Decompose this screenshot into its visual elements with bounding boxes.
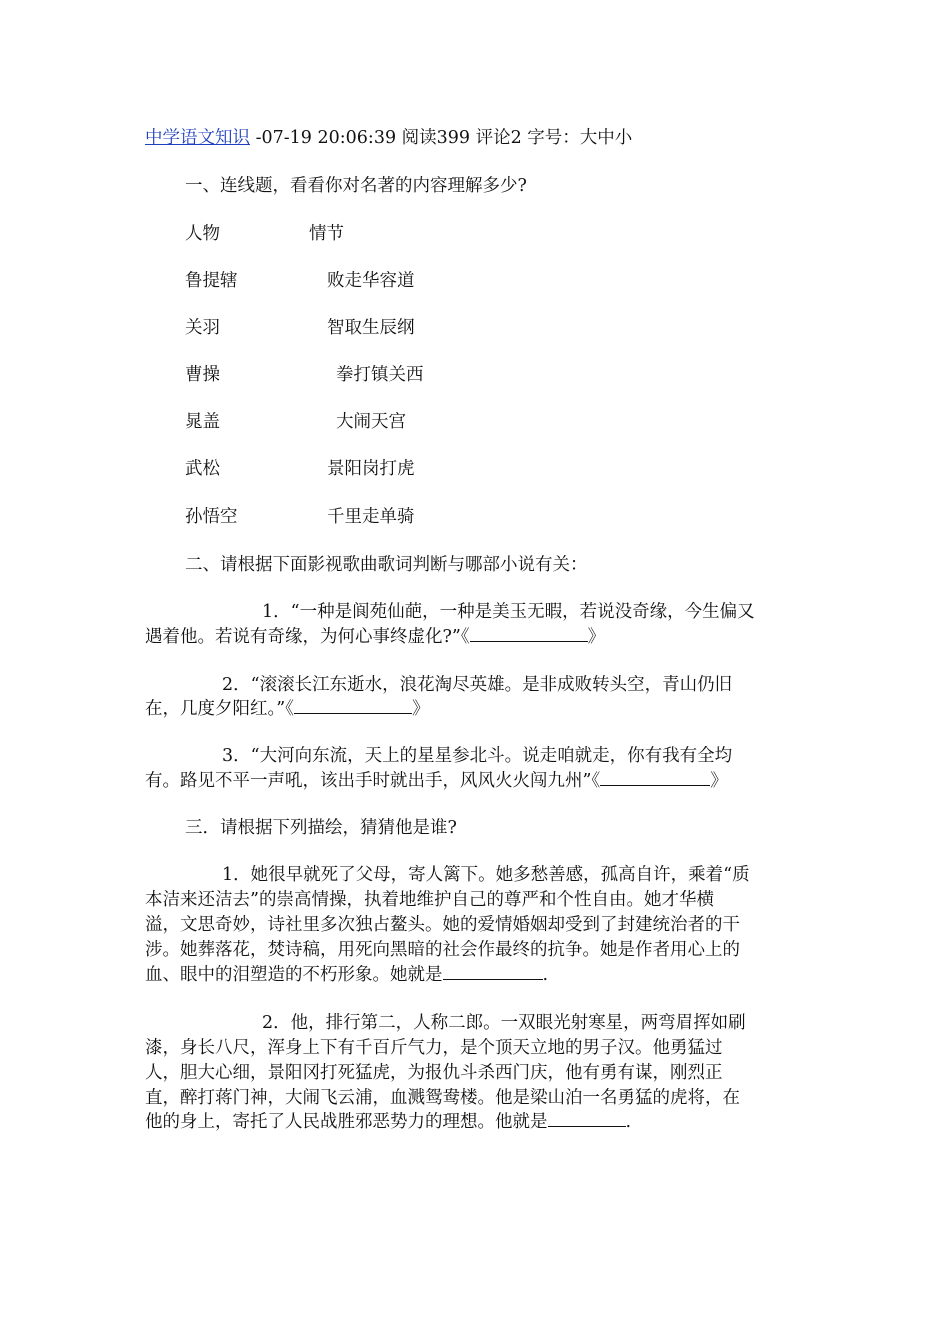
section2-title: 二、请根据下面影视歌曲歌词判断与哪部小说有关： bbox=[185, 555, 588, 575]
description-2-line: 直，醉打蒋门神，大闹飞云浦，血溅鸳鸯楼。他是梁山泊一名勇猛的虎将，在 bbox=[145, 1088, 740, 1108]
meta-line bbox=[145, 127, 632, 149]
closing-bracket: 》 bbox=[411, 699, 430, 719]
lyric-question-3-line2 bbox=[145, 770, 728, 792]
plot-cell: 拳打镇关西 bbox=[336, 365, 424, 385]
answer-blank bbox=[548, 1112, 626, 1127]
section3-title: 三．请根据下列描绘，猜猜他是谁? bbox=[185, 818, 457, 838]
answer-blank bbox=[470, 627, 588, 642]
period: . bbox=[542, 965, 549, 985]
person-cell: 孙悟空 bbox=[185, 507, 238, 527]
description-2-line: 人，胆大心细，景阳冈打死猛虎，为报仇斗杀西门庆，他有勇有谋，刚烈正 bbox=[145, 1063, 723, 1083]
plot-cell: 大闹天宫 bbox=[336, 412, 406, 432]
lyric-question-3-line1: 3．“大河向东流，天上的星星参北斗。说走咱就走，你有我有全均 bbox=[222, 746, 733, 766]
period: . bbox=[625, 1112, 632, 1132]
plot-cell: 败走华容道 bbox=[327, 271, 415, 291]
header-plot: 情节 bbox=[309, 224, 344, 244]
closing-bracket: 》 bbox=[587, 627, 606, 647]
plot-cell: 景阳岗打虎 bbox=[327, 459, 415, 479]
plot-cell: 智取生辰纲 bbox=[327, 318, 415, 338]
description-2-line: 漆，身长八尺，浑身上下有千百斤气力，是个顶天立地的男子汉。他勇猛过 bbox=[145, 1038, 723, 1058]
article-info: -07-19 20:06:39 阅读399 评论2 字号：大中小 bbox=[250, 128, 633, 148]
description-1-line: 1．她很早就死了父母，寄人篱下。她多愁善感，孤高自许，乘着“质 bbox=[222, 865, 750, 885]
person-cell: 曹操 bbox=[185, 365, 220, 385]
lyric-question-1-line2 bbox=[145, 626, 605, 648]
question-text: 他的身上，寄托了人民战胜邪恶势力的理想。他就是 bbox=[145, 1112, 548, 1132]
person-cell: 武松 bbox=[185, 459, 220, 479]
description-2-line bbox=[145, 1111, 631, 1133]
person-cell: 鲁提辖 bbox=[185, 271, 238, 291]
closing-bracket: 》 bbox=[710, 771, 728, 791]
answer-blank bbox=[294, 699, 412, 714]
question-text: 有。路见不平一声吼，该出手时就出手，风风火火闯九州”《 bbox=[145, 771, 601, 791]
description-1-line bbox=[145, 964, 548, 986]
description-1-line: 涉。她葬落花，焚诗稿，用死向黑暗的社会作最终的抗争。她是作者用心上的 bbox=[145, 940, 740, 960]
question-text: 遇着他。若说有奇缘，为何心事终虚化?”《 bbox=[145, 627, 470, 647]
answer-blank bbox=[600, 771, 710, 786]
lyric-question-2-line2 bbox=[145, 698, 429, 720]
person-cell: 关羽 bbox=[185, 318, 220, 338]
category-link[interactable]: 中学语文知识 bbox=[145, 128, 250, 148]
lyric-question-1-line1: 1．“一种是阆苑仙葩，一种是美玉无暇，若说没奇缘，今生偏又 bbox=[262, 602, 755, 622]
lyric-question-2-line1: 2．“滚滚长江东逝水，浪花淘尽英雄。是非成败转头空，青山仍旧 bbox=[222, 675, 733, 695]
description-2-line: 2．他，排行第二，人称二郎。一双眼光射寒星，两弯眉挥如刷 bbox=[262, 1013, 746, 1033]
person-cell: 晁盖 bbox=[185, 412, 220, 432]
header-person: 人物 bbox=[185, 224, 220, 244]
description-1-line: 本洁来还洁去”的崇高情操，执着地维护自己的尊严和个性自由。她才华横 bbox=[145, 890, 714, 910]
answer-blank bbox=[443, 965, 543, 980]
plot-cell: 千里走单骑 bbox=[327, 507, 415, 527]
question-text: 在，几度夕阳红。”《 bbox=[145, 699, 294, 719]
description-1-line: 溢，文思奇妙，诗社里多次独占鳌头。她的爱情婚姻却受到了封建统治者的干 bbox=[145, 915, 740, 935]
question-text: 血、眼中的泪塑造的不朽形象。她就是 bbox=[145, 965, 443, 985]
section1-title: 一、连线题，看看你对名著的内容理解多少? bbox=[185, 176, 527, 196]
